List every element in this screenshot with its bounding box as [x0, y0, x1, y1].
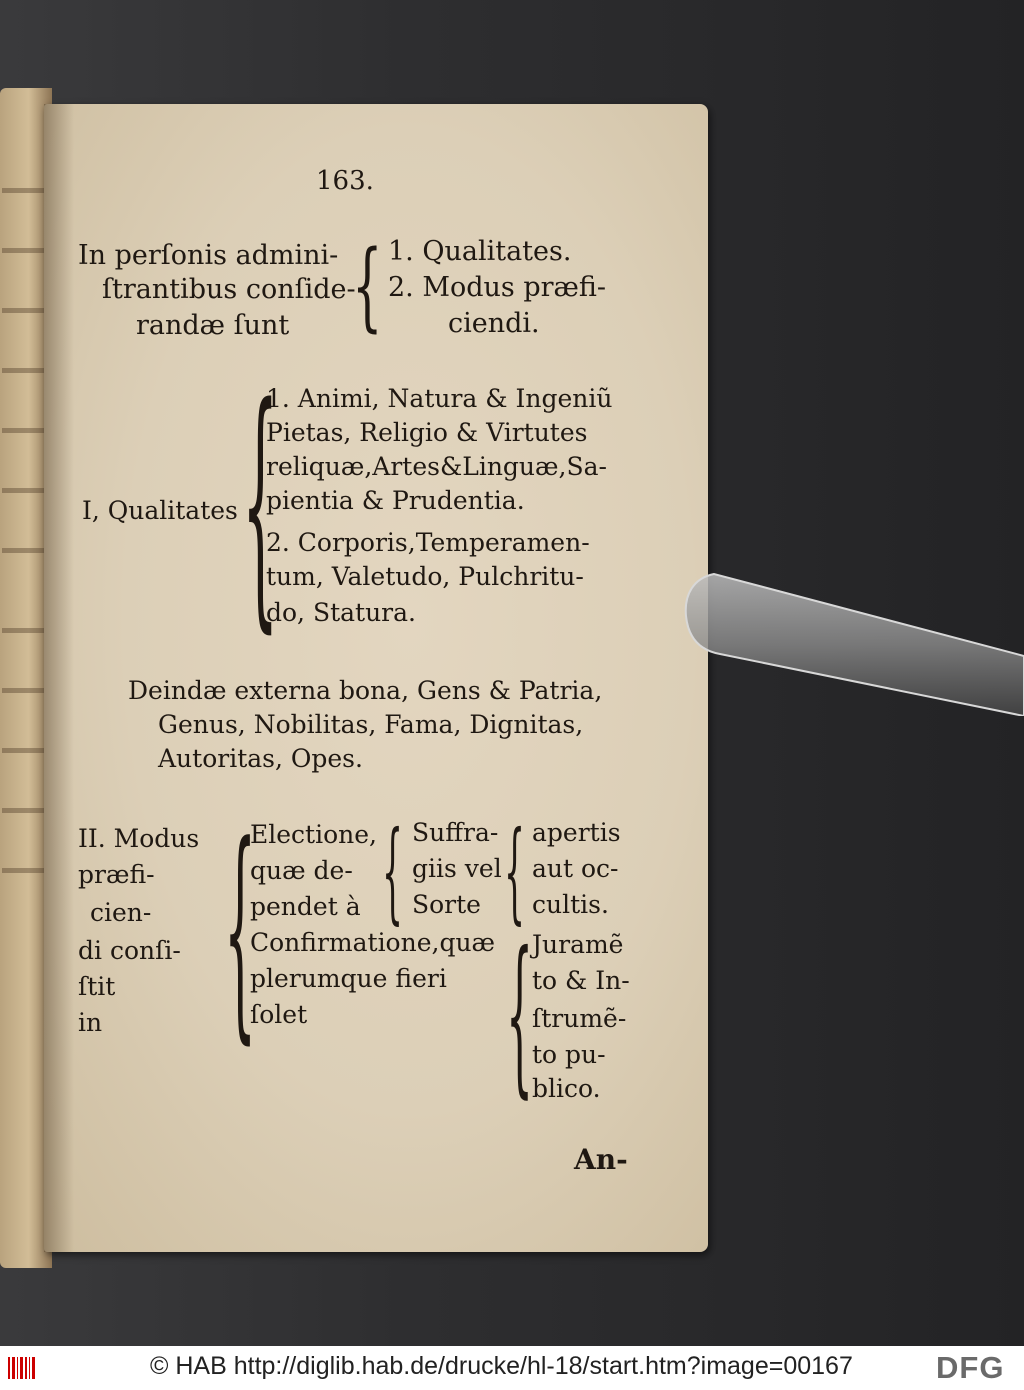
s4-col5-line-1: Juramẽ: [532, 930, 624, 959]
s4-col3-line-2: giis vel: [412, 854, 502, 883]
s4-col5-line-2: to & In-: [532, 966, 630, 995]
s4-col4-line-2: aut oc-: [532, 854, 619, 883]
s2-line-4: pientia & Prudentia.: [266, 486, 525, 515]
s4-col1-line-5: ſtit: [78, 972, 116, 1001]
s4-col3-line-3: Sorte: [412, 890, 481, 919]
s4-brace-electione: {: [382, 807, 403, 935]
s4-col1-line-6: in: [78, 1008, 103, 1037]
dfg-logo: DFG: [936, 1350, 1005, 1385]
s1-left-line-1: In perſonis admini-: [78, 240, 339, 271]
s1-right-line-2: 2. Modus præfi-: [388, 272, 607, 303]
s4-col2b-line-2: plerumque fieri: [250, 964, 447, 993]
s1-right-line-3: ciendi.: [448, 308, 540, 339]
s1-right-line-1: 1. Qualitates.: [388, 236, 572, 267]
s4-brace-suffragiis: {: [504, 807, 525, 935]
s4-col1-line-2: præfi-: [78, 860, 155, 889]
s2-line-6: tum, Valetudo, Pulchritu-: [266, 562, 584, 591]
s1-left-line-3: randæ ſunt: [136, 310, 290, 341]
s3-line-1: Deindæ externa bona, Gens & Patria,: [128, 676, 603, 705]
s4-col2a-line-2: quæ de-: [250, 856, 353, 885]
s4-brace-confirmatione: {: [506, 916, 534, 1114]
barcode-icon: [8, 1353, 38, 1383]
s2-line-1: 1. Animi, Natura & Ingeniũ: [266, 384, 613, 413]
s4-brace-main: {: [224, 797, 257, 1064]
catchword: An-: [574, 1143, 628, 1176]
s1-left-line-2: ſtrantibus conſide-: [102, 274, 356, 305]
s3-line-2: Genus, Nobilitas, Fama, Dignitas,: [158, 710, 584, 739]
s2-line-2: Pietas, Religio & Virtutes: [266, 418, 588, 447]
s4-col4-line-3: cultis.: [532, 890, 609, 919]
page-number: 163.: [316, 166, 374, 196]
s2-label: I, Qualitates: [82, 496, 238, 525]
s4-col2b-line-3: ſolet: [250, 1000, 308, 1029]
s2-line-3: reliquæ,Artes&Linguæ,Sa-: [266, 452, 607, 481]
s4-col1-line-3: cien-: [90, 898, 152, 927]
s2-line-5: 2. Corporis,Temperamen-: [266, 528, 590, 557]
s4-col2a-line-3: pendet à: [250, 892, 361, 921]
s2-line-7: do, Statura.: [266, 598, 416, 627]
s1-brace: {: [352, 230, 383, 342]
book-page: [44, 104, 708, 1252]
s4-col5-line-4: to pu-: [532, 1040, 606, 1069]
s4-col4-line-1: apertis: [532, 818, 621, 847]
s4-col5-line-3: ſtrumẽ-: [532, 1004, 627, 1033]
s4-col3-line-1: Suffra-: [412, 818, 499, 847]
copyright-link[interactable]: © HAB http://diglib.hab.de/drucke/hl-18/start.htm?image=00167: [150, 1352, 853, 1380]
s4-col1-line-4: di conſi-: [78, 936, 181, 965]
s4-col5-line-5: blico.: [532, 1074, 601, 1103]
s4-col2b-line-1: Confirmatione,quæ: [250, 928, 496, 957]
s4-col2a-line-1: Electione,: [250, 820, 377, 849]
s3-line-3: Autoritas, Opes.: [158, 744, 363, 773]
s2-brace: {: [242, 353, 279, 655]
glass-pointer: [684, 566, 1024, 716]
s4-col1-line-1: II. Modus: [78, 824, 200, 853]
